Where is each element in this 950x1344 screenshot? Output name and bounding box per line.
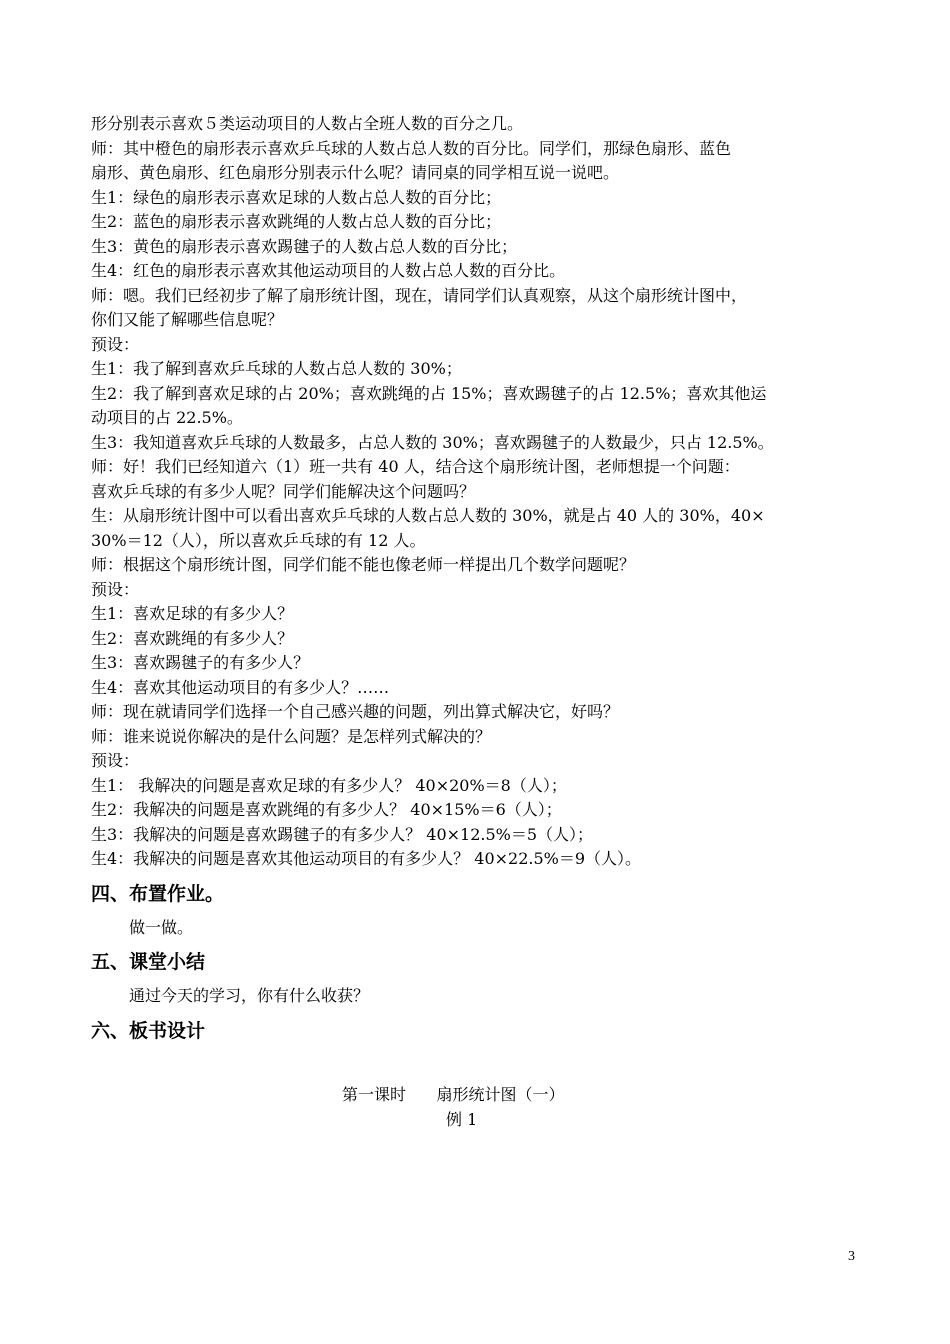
text-line: 生1：我了解到喜欢乒乓球的人数占总人数的 30%； — [91, 359, 462, 378]
text-line: 预设： — [91, 751, 140, 770]
text-line: 生3：我解决的问题是喜欢踢毽子的有多少人？ 40×12.5%＝5（人）； — [91, 824, 594, 844]
text-line: 生1：喜欢足球的有多少人？ — [91, 604, 294, 623]
text-line: 师：谁来说说你解决的是什么问题？是怎样列式解决的？ — [91, 726, 492, 746]
text-line: 预设： — [91, 334, 140, 354]
board-title: 第一课时 扇形统计图（一） — [342, 1085, 565, 1104]
text-line: 扇形、黄色扇形、红色扇形分别表示什么呢？请同桌的同学相互说一说吧。 — [91, 163, 620, 182]
text-line: 生2：蓝色的扇形表示喜欢跳绳的人数占总人数的百分比； — [91, 212, 502, 231]
text-line: 师：好！我们已经知道六（1）班一共有 40 人，结合这个扇形统计图，老师想提一个问题： — [91, 457, 740, 476]
text-line: 生3：黄色的扇形表示喜欢踢毽子的人数占总人数的百分比； — [91, 236, 518, 256]
text-line: 生3：我知道喜欢乒乓球的人数最多，占总人数的 30%；喜欢踢毽子的人数最少，只占 12.5%。 — [91, 432, 774, 452]
text-line: 预设： — [91, 579, 140, 599]
text-line: 生4：红色的扇形表示喜欢其他运动项目的人数占总人数的百分比。 — [91, 261, 566, 280]
section-heading-summary: 五、课堂小结 — [91, 951, 206, 973]
section-heading-homework: 四、布置作业。 — [91, 882, 225, 905]
text-line: 师：其中橙色的扇形表示喜欢乒乓球的人数占总人数的百分比。同学们，那绿色扇形、蓝色 — [91, 138, 732, 158]
text-line: 30%＝12（人），所以喜欢乒乓球的有 12 人。 — [91, 530, 426, 550]
text-line: 你们又能了解哪些信息呢？ — [91, 310, 284, 329]
section-text-summary: 通过今天的学习，你有什么收获？ — [129, 986, 370, 1005]
text-line: 师：现在就请同学们选择一个自己感兴趣的问题，列出算式解决它，好吗？ — [91, 702, 620, 721]
text-line: 生2：喜欢跳绳的有多少人？ — [91, 628, 294, 648]
text-line: 生2：我解决的问题是喜欢跳绳的有多少人？ 40×15%＝6（人）； — [91, 800, 562, 819]
text-line: 生4：我解决的问题是喜欢其他运动项目的有多少人？ 40×22.5%＝9（人）。 — [91, 849, 642, 868]
text-line: 生1： 我解决的问题是喜欢足球的有多少人？ 40×20%＝8（人）； — [91, 775, 567, 795]
text-line: 师：根据这个扇形统计图，同学们能不能也像老师一样提出几个数学问题呢？ — [91, 555, 636, 574]
text-line: 生4：喜欢其他运动项目的有多少人？…… — [91, 677, 390, 697]
section-text-homework: 做一做。 — [129, 917, 194, 937]
text-line: 生3：喜欢踢毽子的有多少人？ — [91, 653, 310, 672]
text-line: 生1：绿色的扇形表示喜欢足球的人数占总人数的百分比； — [91, 187, 502, 207]
board-example: 例 1 — [446, 1110, 478, 1129]
text-line: 动项目的占 22.5%。 — [91, 408, 243, 427]
text-line: 形分别表示喜欢５类运动项目的人数占全班人数的百分之几。 — [91, 114, 524, 133]
text-line: 师：嗯。我们已经初步了解了扇形统计图，现在，请同学们认真观察，从这个扇形统计图中， — [91, 285, 748, 305]
text-line: 生：从扇形统计图中可以看出喜欢乒乓球的人数占总人数的 30%，就是占 40 人的 30%，40× — [91, 506, 765, 525]
page-number: 3 — [848, 1249, 855, 1264]
section-heading-board-design: 六、板书设计 — [91, 1019, 206, 1042]
text-line: 喜欢乒乓球的有多少人呢？同学们能解决这个问题吗？ — [91, 481, 476, 501]
text-line: 生2：我了解到喜欢足球的占 20%；喜欢跳绳的占 15%；喜欢踢毽子的占 12.5%；喜欢其他运 — [91, 383, 767, 403]
body-text — [91, 112, 871, 1053]
